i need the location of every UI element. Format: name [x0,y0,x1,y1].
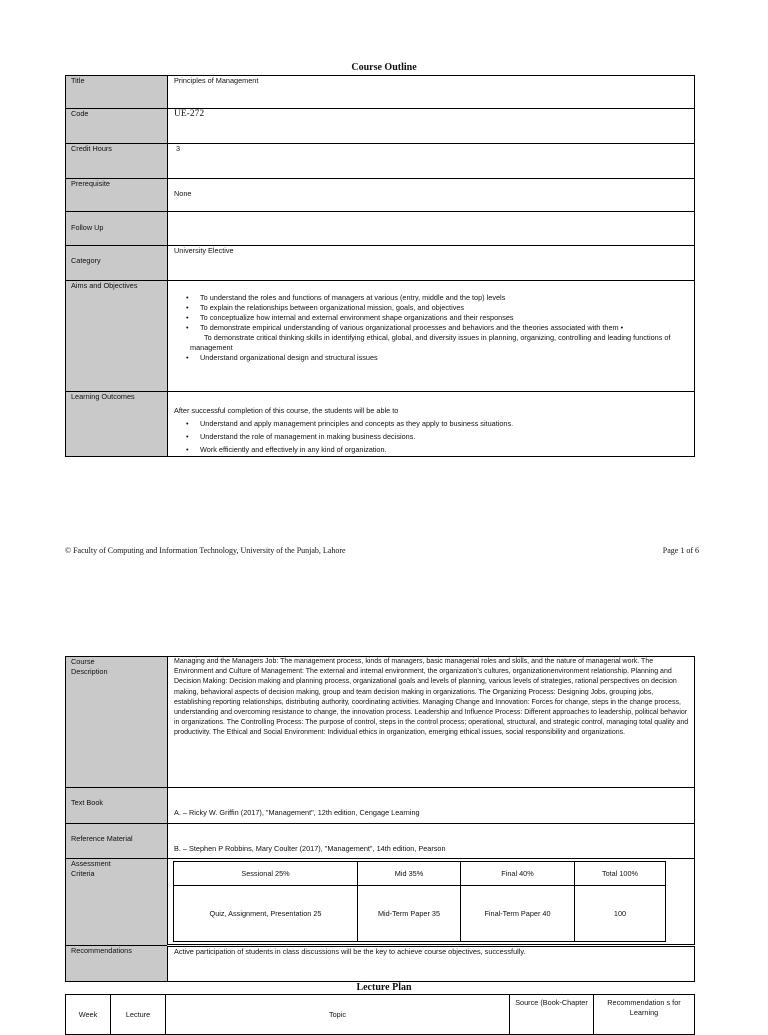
recommendations-value: Active participation of students in class discussions will be the key to achieve course objectives, successfully. [174,947,526,956]
reference-material-label: Reference Material [71,834,133,843]
assessment-value-sessional: Quiz, Assignment, Presentation 25 [174,886,358,942]
lecture-plan-header-topic: Topic [166,995,510,1035]
assessment-header-mid: Mid 35% [358,862,461,886]
row-category [66,246,695,281]
aims-continuation-text: To demonstrate critical thinking skills in identifying ethical, global, and diversity issues in planning, organizing, controlling and leading functions of management [190,333,671,352]
lecture-plan-heading: Lecture Plan [356,982,412,993]
course-outline-heading: Course Outline [351,62,417,73]
assessment-header-final: Final 40% [461,862,575,886]
title-value: Principles of Management [174,76,259,85]
learning-outcomes-label: Learning Outcomes [71,392,135,401]
credit-hours-value: 3 [176,144,181,153]
course-description-label: Course Description [71,657,108,676]
credit-hours-label: Credit Hours [71,144,112,153]
list-item: • Understand and apply management principles and concepts as they apply to business situations. [168,417,694,430]
follow-up-label: Follow Up [71,223,104,232]
learning-outcomes-list [168,417,694,456]
lecture-plan-table [65,994,695,1035]
category-label: Category [71,256,101,265]
row-title [66,76,695,109]
course-details-table [65,656,695,982]
footer-page-number: Page 1 of 6 [662,546,699,555]
course-outline-table [65,75,695,457]
row-aims-objectives [66,281,695,392]
assessment-value-total: 100 [575,886,666,942]
list-item: • To understand the roles and functions of managers at various (entry, middle and the top) levels [168,293,694,303]
course-description-text: Managing and the Managers Job: The management process, kinds of managers, basic managerial roles and skills, and the nature of managerial work. The Environment and Culture of Management: The external and internal environment, the organization's cultures, organizationenvironment relationship. Planning and Decision Making: Decision making and planning process, organizational goals and levels of planning, various levels of strategies, rational perspectives on decision making, behavioral aspects of decision making, group and team decision making in organizations. The Organizing Process: Designing Jobs, grouping jobs, establishing reporting relationships, distributing authority, coordinating activities. Managing Change and Innovation: Forces for change, steps in the change process, understanding and overcoming resistance to change, the innovation process. Leadership and Influence Process: Different approaches to leadership, political behavior in organizations. The Controlling Process: The purpose of control, steps in the control process; operational, structural, and strategic control, managing total quality and productivity. The Ethical and Social Environment: Individual ethics in organization, emerging ethical issues, social responsibility and organizations. [174,658,689,737]
lecture-plan-header-week: Week [66,995,111,1035]
row-reference-material [66,824,695,859]
lecture-plan-header-lecture: Lecture [111,995,166,1035]
aims-objectives-label: Aims and Objectives [71,281,138,290]
list-item: • Understand organizational design and structural issues [168,353,694,363]
lecture-plan-header-source: Source (Book-Chapter [510,995,594,1035]
learning-outcomes-intro: After successful completion of this course, the students will be able to [174,406,399,415]
assessment-value-mid: Mid-Term Paper 35 [358,886,461,942]
list-item: • To demonstrate empirical understanding of various organizational processes and behaviors and the theories associated with them • [168,323,694,333]
list-item: • To explain the relationships between organizational mission, goals, and objectives [168,303,694,313]
lecture-plan-header-recommendations: Recommendation s for Learning [594,995,695,1035]
assessment-value-final: Final-Term Paper 40 [461,886,575,942]
assessment-table [173,861,666,942]
prerequisite-label: Prerequisite [71,179,110,188]
row-follow-up [66,212,695,246]
assessment-header-sessional: Sessional 25% [174,862,358,886]
title-label: Title [71,76,85,85]
assessment-header-total: Total 100% [575,862,666,886]
reference-material-value: B. – Stephen P Robbins, Mary Coulter (2017), "Management", 14th edition, Pearson [174,844,446,853]
row-recommendations [66,946,695,982]
row-code [66,109,695,144]
code-value: UE-272 [174,109,205,119]
list-item: • To conceptualize how internal and external environment shape organizations and their responses [168,313,694,323]
prerequisite-value: None [174,189,192,198]
text-book-label: Text Book [71,798,104,807]
code-label: Code [71,109,89,118]
row-learning-outcomes [66,392,695,457]
footer-copyright: © Faculty of Computing and Information Technology, University of the Punjab, Lahore [65,546,346,555]
row-assessment-criteria [66,859,695,946]
row-text-book [66,788,695,824]
recommendations-label: Recommendations [71,946,132,955]
text-book-value: A. – Ricky W. Griffin (2017), "Management", 12th edition, Cengage Learning [174,808,420,817]
category-value: University Elective [174,246,234,255]
row-prerequisite [66,179,695,212]
assessment-criteria-label: Assessment Criteria [71,859,111,878]
list-item: • Understand the role of management in making business decisions. [168,430,694,443]
row-credit-hours [66,144,695,179]
row-course-description [66,657,695,788]
aims-objectives-list [168,293,694,333]
list-item: • Work efficiently and effectively in any kind of organization. [168,443,694,456]
